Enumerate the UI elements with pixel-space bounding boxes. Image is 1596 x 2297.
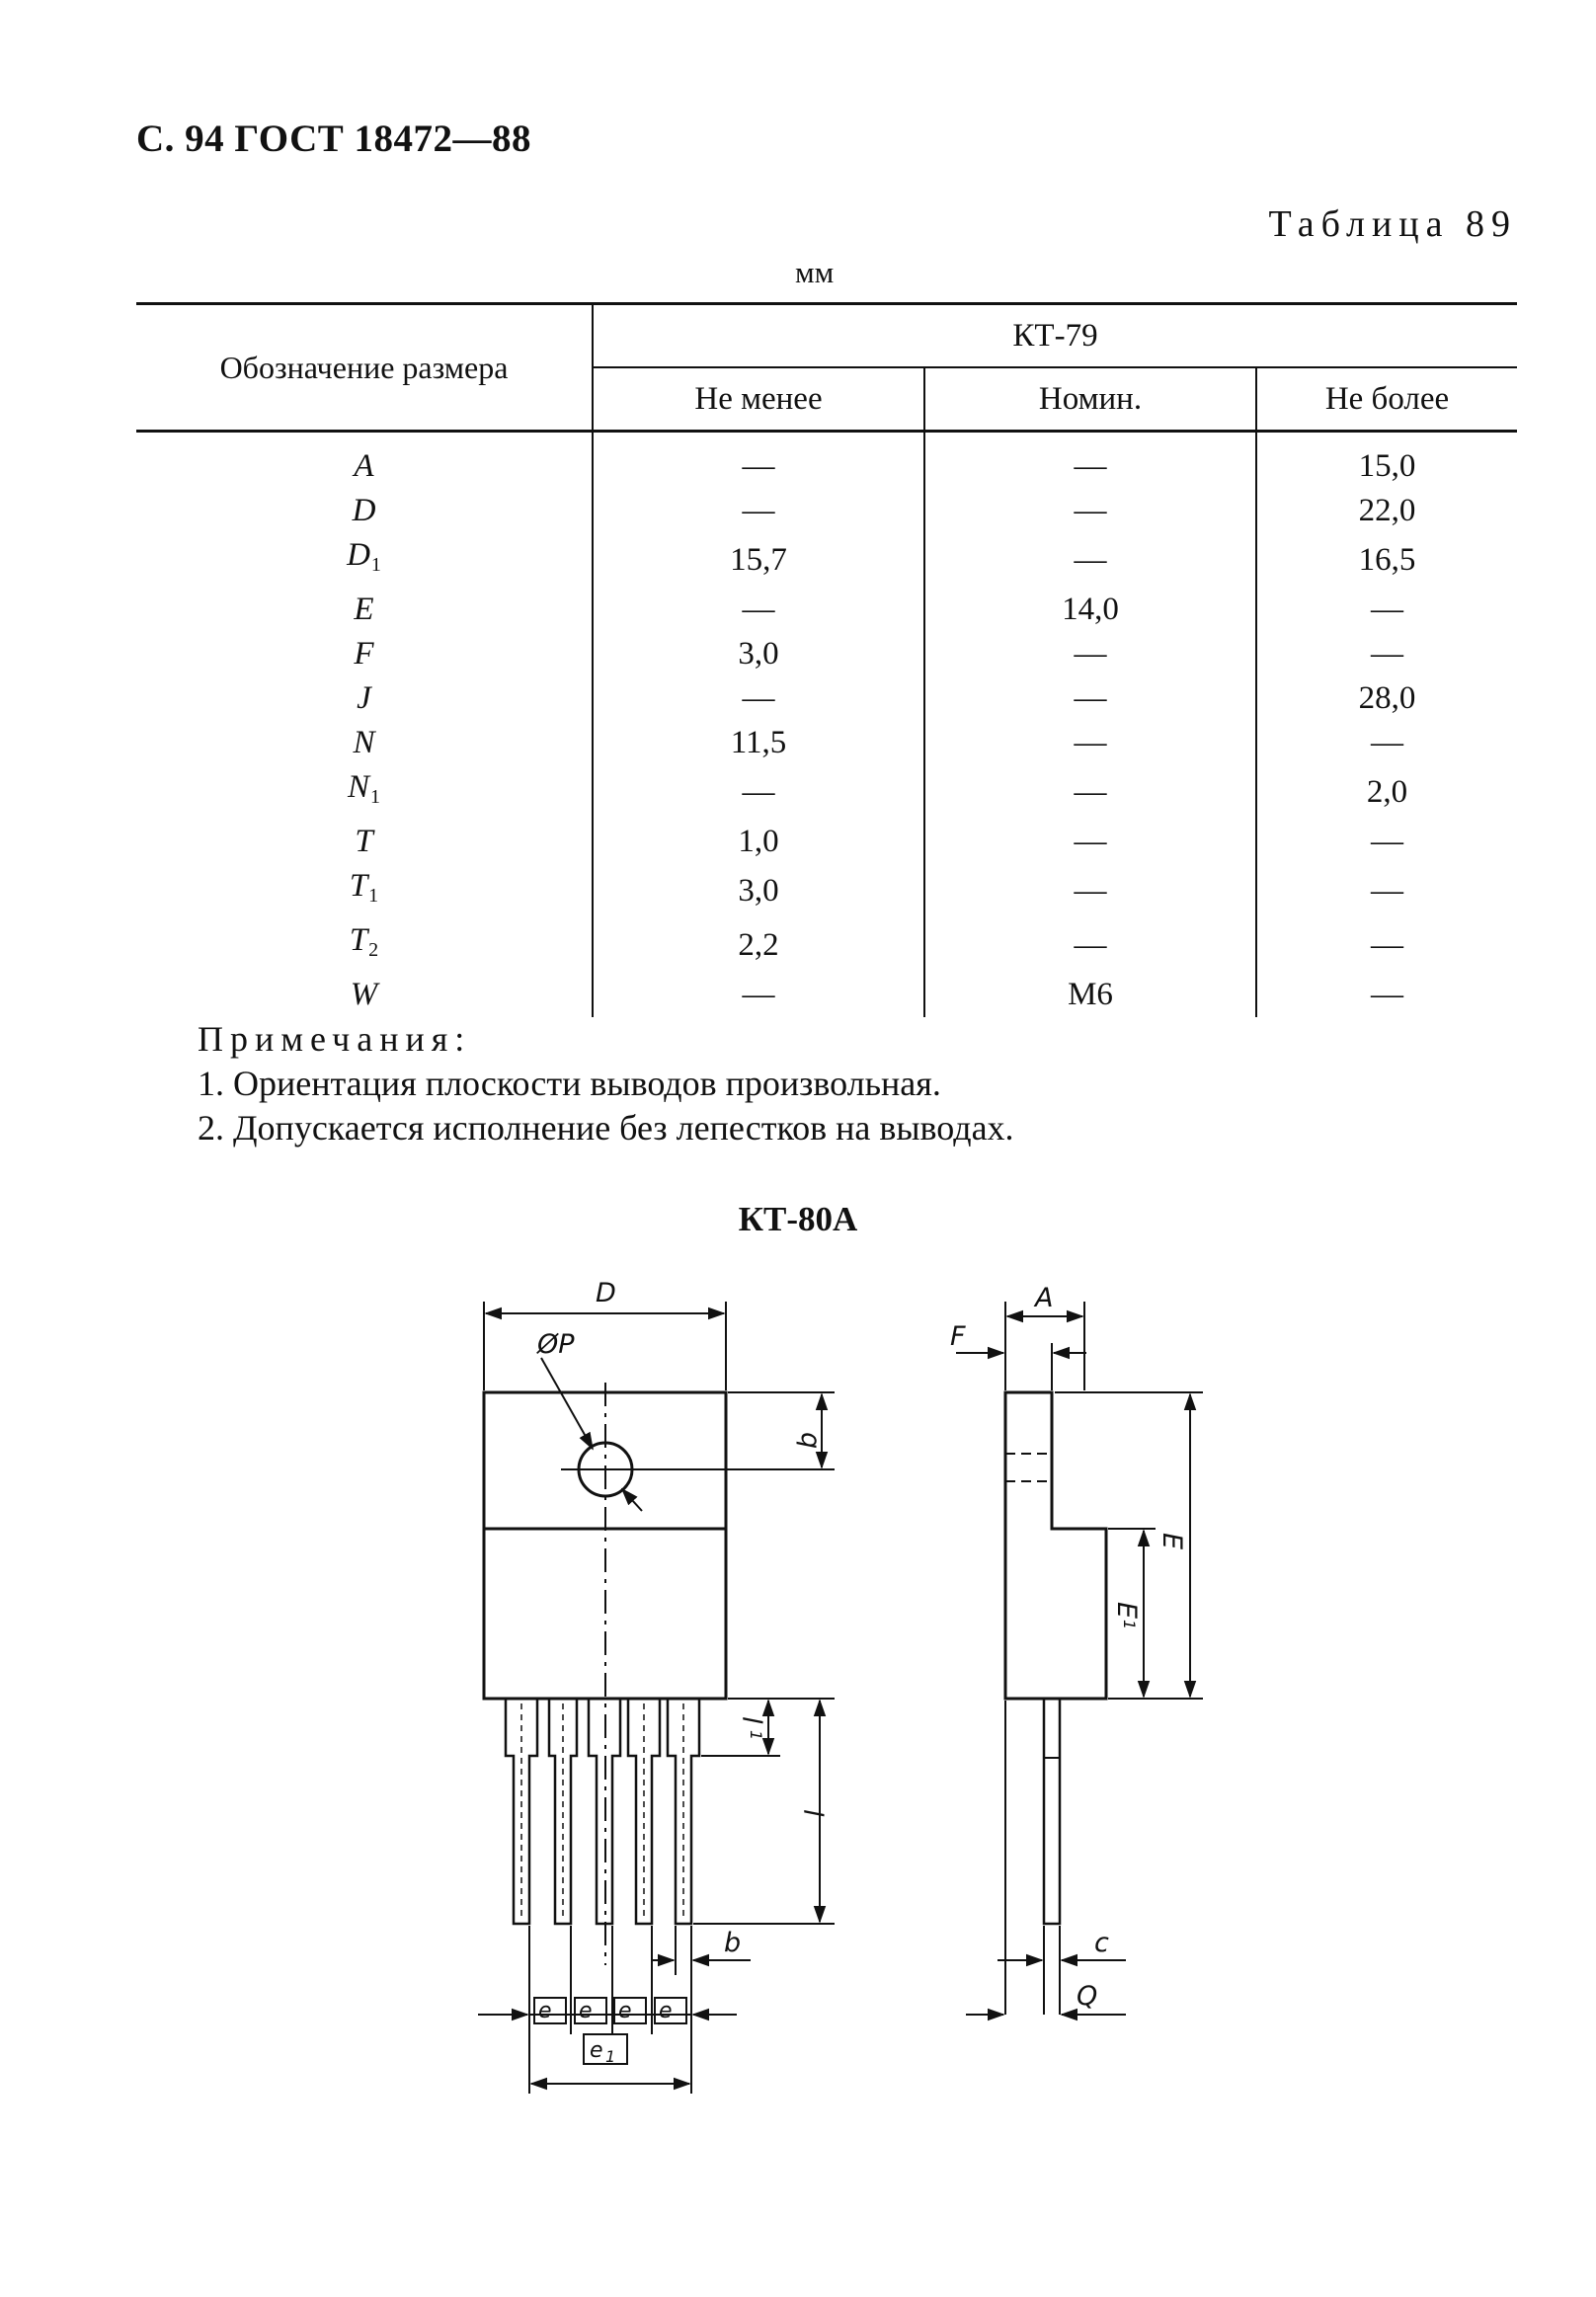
cell-min: — (593, 588, 924, 632)
cell-max: — (1371, 977, 1403, 1012)
table-units: мм (795, 255, 835, 289)
cell-nom: — (924, 489, 1256, 533)
designation-letter: T (349, 922, 368, 958)
cell-max: — (1371, 725, 1403, 760)
label-l1-sub: 1 (747, 1730, 765, 1741)
cell-min: — (593, 432, 924, 490)
cell-nom: — (924, 864, 1256, 918)
designation-letter: E (354, 592, 374, 627)
front-view (478, 1302, 835, 2094)
cell-nom: — (924, 533, 1256, 588)
designation-letter: W (350, 977, 378, 1012)
leads (506, 1699, 699, 1924)
label-F: F (950, 1321, 966, 1352)
designation-letter: D (347, 537, 370, 573)
label-e: e (579, 1999, 593, 2023)
cell-min: 15,7 (593, 533, 924, 588)
designation-letter: T (349, 868, 368, 904)
label-Q: Q (1077, 1981, 1098, 2012)
phiP-leader (541, 1358, 593, 1449)
designation-letter: T (355, 824, 373, 859)
designation-letter: D (352, 493, 376, 528)
page-header: С. 94 ГОСТ 18472—88 (136, 118, 531, 160)
designation-letter: F (354, 636, 374, 672)
cell-nom: — (924, 765, 1256, 820)
cell-min: 11,5 (593, 721, 924, 765)
figure-title: КТ-80А (738, 1200, 858, 1238)
col-designation-header: Обозначение размера (136, 304, 593, 432)
designation-subscript: 1 (368, 885, 379, 907)
label-q: q (795, 1432, 826, 1450)
label-E1: E (1111, 1602, 1142, 1620)
phiP-arrow (622, 1489, 642, 1511)
cell-max: — (1371, 873, 1403, 909)
cell-nom: — (924, 676, 1256, 721)
cell-max: — (1371, 636, 1403, 672)
cell-min: — (593, 489, 924, 533)
designation-subscript: 1 (370, 554, 381, 576)
cell-min: 3,0 (593, 864, 924, 918)
col-max-header: Не более (1256, 367, 1517, 432)
designation-letter: A (354, 448, 374, 484)
label-E1-sub: 1 (1120, 1620, 1139, 1630)
designation-letter: N (353, 725, 375, 760)
label-e: e (659, 1999, 673, 2023)
note-item: 1. Ориентация плоскости выводов произвольная. (198, 1064, 941, 1103)
label-b: b (724, 1928, 742, 1958)
cell-nom: M6 (924, 973, 1256, 1017)
label-e: e (538, 1999, 552, 2023)
label-e1: e (590, 2038, 603, 2063)
cell-min: 2,2 (593, 918, 924, 973)
cell-max: 2,0 (1366, 774, 1408, 810)
cell-nom: 14,0 (924, 588, 1256, 632)
side-lead (1044, 1699, 1060, 1924)
cell-nom: — (924, 632, 1256, 676)
cell-nom: — (924, 820, 1256, 864)
label-l: l (797, 1809, 828, 1817)
cell-max: — (1371, 927, 1403, 963)
label-e: e (618, 1999, 632, 2023)
label-A: A (1035, 1283, 1054, 1313)
designation-letter: J (357, 680, 371, 716)
col-nom-header: Номин. (924, 367, 1256, 432)
designation-subscript: 2 (368, 939, 379, 961)
cell-nom: — (924, 918, 1256, 973)
cell-min: — (593, 973, 924, 1017)
label-l1: l (736, 1716, 766, 1724)
cell-min: — (593, 765, 924, 820)
notes-title: Примечания: (198, 1019, 472, 1059)
table-caption: Таблица 89 (1268, 203, 1517, 245)
side-body (1005, 1392, 1106, 1699)
cell-min: 3,0 (593, 632, 924, 676)
cell-max: 22,0 (1358, 493, 1416, 528)
label-phiP: ØP (537, 1329, 575, 1360)
group-header: КТ-79 (593, 304, 1517, 368)
label-E: E (1157, 1533, 1187, 1550)
cell-max: — (1371, 824, 1403, 859)
cell-min: 1,0 (593, 820, 924, 864)
cell-max: — (1371, 592, 1403, 627)
side-view (956, 1302, 1203, 2015)
cell-max: 16,5 (1358, 542, 1416, 578)
cell-nom: — (924, 721, 1256, 765)
designation-letter: N (347, 769, 369, 805)
col-min-header: Не менее (593, 367, 924, 432)
label-D: D (596, 1278, 616, 1308)
designation-subscript: 1 (370, 786, 380, 808)
cell-max: 28,0 (1358, 680, 1416, 716)
cell-min: — (593, 676, 924, 721)
note-item: 2. Допускается исполнение без лепестков на выводах. (198, 1108, 1014, 1148)
label-e1-sub: 1 (605, 2047, 616, 2066)
cell-nom: — (924, 432, 1256, 490)
cell-max: 15,0 (1358, 448, 1416, 484)
label-c: c (1094, 1928, 1109, 1958)
